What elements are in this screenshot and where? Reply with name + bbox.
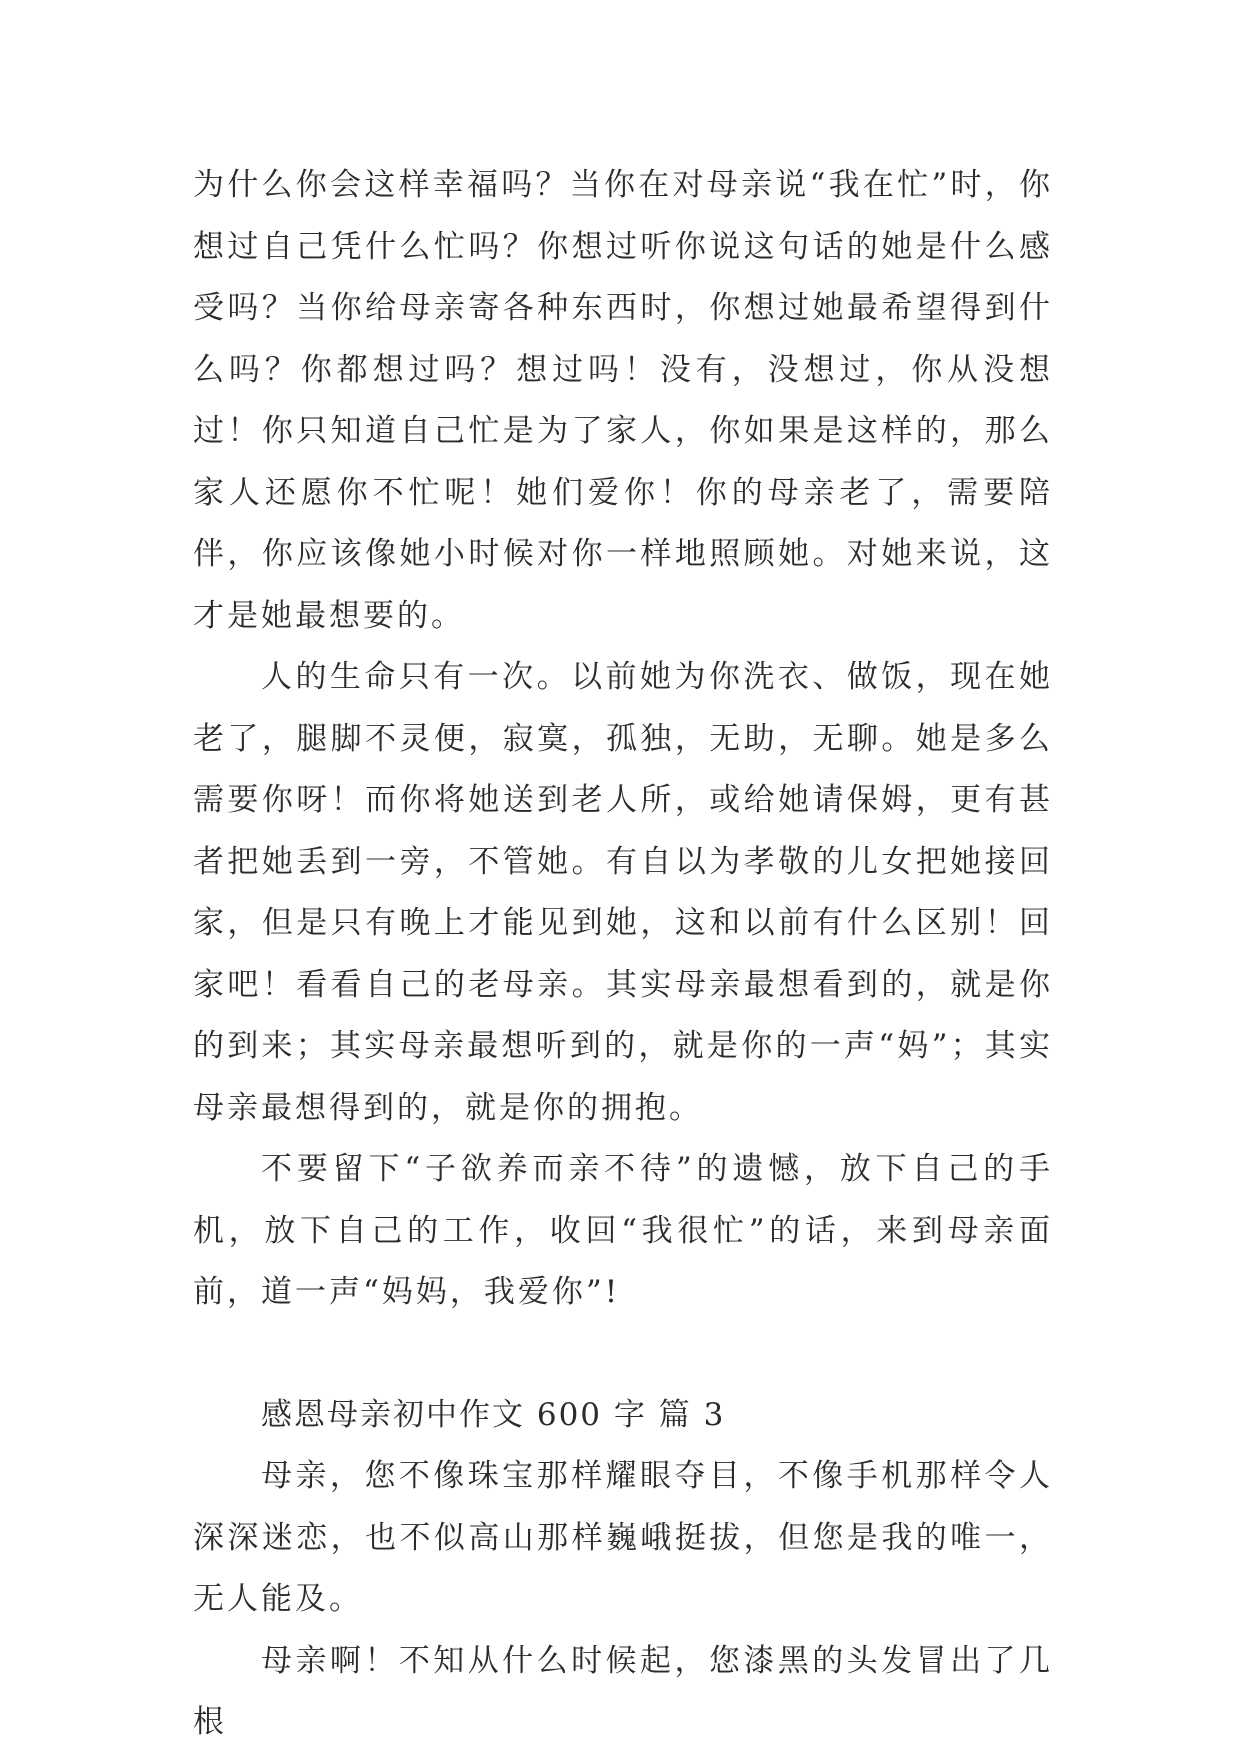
paragraph: 母亲，您不像珠宝那样耀眼夺目，不像手机那样令人深深迷恋，也不似高山那样巍峨挺拔，但您是我的唯一，无人能及。	[193, 1458, 1053, 1617]
paragraph: 母亲啊！不知从什么时候起，您漆黑的头发冒出了几根	[193, 1642, 1053, 1740]
paragraph: 人的生命只有一次。以前她为你洗衣、做饭，现在她老了，腿脚不灵便，寂寞，孤独，无助，无聊。她是多么需要你呀！而你将她送到老人所，或给她请保姆，更有甚者把她丢到一旁，不管她。有自以为孝敬的儿女把她接回家，但是只有晚上才能见到她，这和以前有什么区别！回家吧！看看自己的老母亲。其实母亲最想看到的，就是你的到来；其实母亲最想听到的，就是你的一声“妈”；其实母亲最想得到的，就是你的拥抱。	[193, 659, 1053, 1126]
section-heading: 感恩母亲初中作文 600 字 篇 3	[261, 1396, 726, 1433]
document-body	[193, 155, 1053, 1754]
paragraph: 不要留下“子欲养而亲不待”的遗憾，放下自己的手机，放下自己的工作，收回“我很忙”的话，来到母亲面前，道一声“妈妈，我爱你”!	[193, 1151, 1053, 1310]
paragraph-continued: 为什么你会这样幸福吗？当你在对母亲说“我在忙”时，你想过自己凭什么忙吗？你想过听你说这句话的她是什么感受吗？当你给母亲寄各种东西时，你想过她最希望得到什么吗？你都想过吗？想过吗！没有，没想过，你从没想过！你只知道自己忙是为了家人，你如果是这样的，那么家人还愿你不忙呢！她们爱你！你的母亲老了，需要陪伴，你应该像她小时候对你一样地照顾她。对她来说，这才是她最想要的。	[193, 167, 1053, 634]
